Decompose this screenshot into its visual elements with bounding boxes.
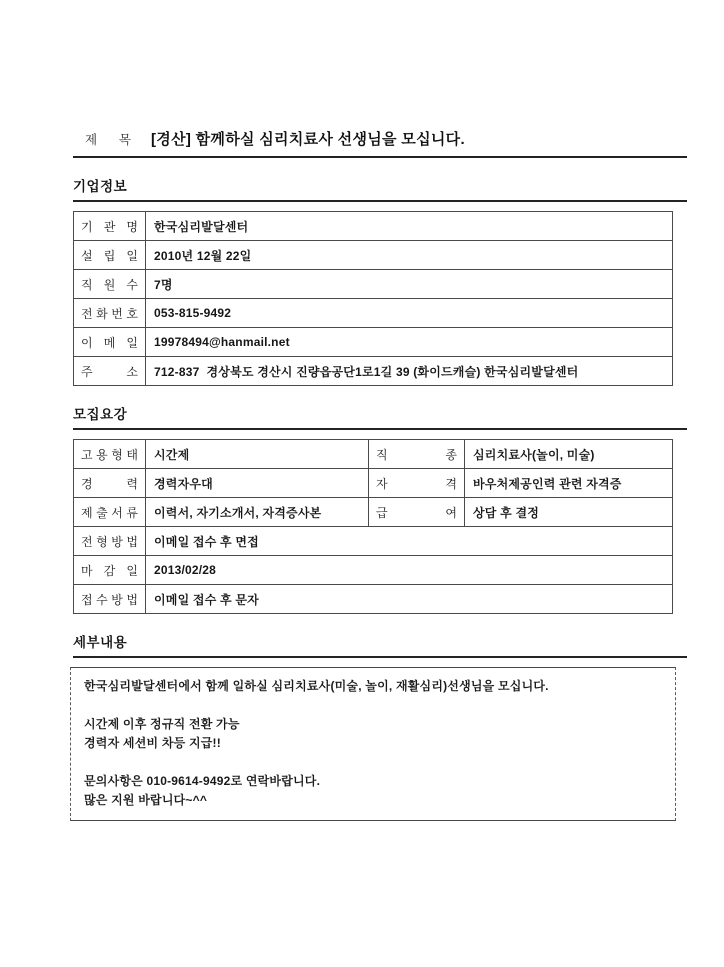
document-title-row [73,128,687,158]
field-value-occupation: 심리치료사(놀이, 미술) [465,440,673,469]
field-label-employment-type: 고 용 형 태 [74,440,146,469]
detail-text-line: 경력자 세션비 차등 지급!! [84,736,221,750]
field-label-apply-method: 접 수 방 법 [74,585,146,614]
table-row [74,357,673,386]
field-value-salary: 상담 후 결정 [465,498,673,527]
field-label-career: 경 력 [74,469,146,498]
recruit-section-heading: 모집요강 [73,403,687,430]
field-label-screening-method: 전 형 방 법 [74,527,146,556]
field-label-institution: 기 관 명 [74,212,146,241]
table-row [74,498,673,527]
field-value-apply-method: 이메일 접수 후 문자 [146,585,673,614]
company-section-heading: 기업정보 [73,175,687,202]
field-label-documents: 제 출 서 류 [74,498,146,527]
table-row [74,212,673,241]
field-label-employees: 직 원 수 [74,270,146,299]
detail-text-line: 많은 지원 바랍니다~^^ [84,793,208,807]
table-row [74,440,673,469]
recruit-info-table [73,439,673,614]
field-value-deadline: 2013/02/28 [146,556,673,585]
table-row [74,241,673,270]
detail-content-box [70,667,676,821]
table-row [74,328,673,357]
field-label-address: 주 소 [74,357,146,386]
table-row [74,469,673,498]
page-title: [경산] 함께하실 심리치료사 선생님을 모십니다. [151,131,465,148]
detail-text-line: 한국심리발달센터에서 함께 일하실 심리치료사(미술, 놀이, 재활심리)선생님을 모십니다. [84,679,549,693]
field-value-founded: 2010년 12월 22일 [146,241,673,270]
field-value-career: 경력자우대 [146,469,369,498]
field-value-documents: 이력서, 자기소개서, 자격증사본 [146,498,369,527]
field-label-email: 이 메 일 [74,328,146,357]
field-value-qualification: 바우처제공인력 관련 자격증 [465,469,673,498]
detail-text-line: 문의사항은 010-9614-9492로 연락바랍니다. [84,774,321,788]
table-row [74,299,673,328]
detail-text-line [84,753,662,772]
field-value-employment-type: 시간제 [146,440,369,469]
field-value-address: 712-837 경상북도 경산시 진량읍공단1로1길 39 (화이드캐슬) 한국심리발달센터 [146,357,673,386]
field-label-qualification: 자 격 [369,469,465,498]
title-field-label: 제 목 [85,133,131,147]
table-row [74,585,673,614]
field-value-institution: 한국심리발달센터 [146,212,673,241]
field-value-screening-method: 이메일 접수 후 면접 [146,527,673,556]
field-value-employees: 7명 [146,270,673,299]
field-label-occupation: 직 종 [369,440,465,469]
detail-text-line [84,696,662,715]
table-row [74,527,673,556]
field-label-phone: 전 화 번 호 [74,299,146,328]
detail-text-line: 시간제 이후 정규직 전환 가능 [84,717,240,731]
detail-section-heading: 세부내용 [73,631,687,658]
field-value-phone: 053-815-9492 [146,299,673,328]
company-info-table [73,211,673,386]
table-row [74,270,673,299]
field-label-founded: 설 립 일 [74,241,146,270]
table-row [74,556,673,585]
field-label-salary: 급 여 [369,498,465,527]
field-value-email: 19978494@hanmail.net [146,328,673,357]
field-label-deadline: 마 감 일 [74,556,146,585]
